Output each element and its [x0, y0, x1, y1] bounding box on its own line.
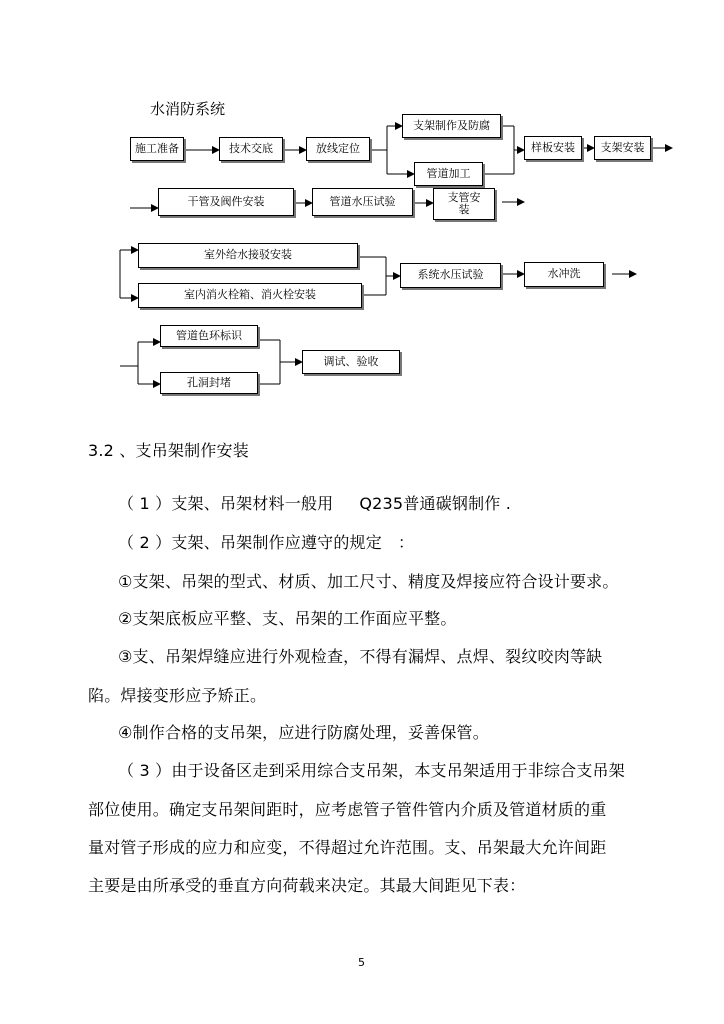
step-sleeve: 样板安装: [524, 136, 582, 160]
step-hole-seal: 孔洞封堵: [160, 372, 258, 394]
para-4: ②支架底板应平整、支、吊架的工作面应平整。: [118, 609, 457, 628]
step-commissioning: 调试、验收: [302, 350, 400, 374]
flowchart-title: 水消防系统: [150, 100, 226, 118]
para-5-line-2: 陷。焊接变形应予矫正。: [88, 686, 267, 705]
para-2-b: ：: [397, 533, 415, 552]
para-5-line-1: ③支、吊架焊缝应进行外观检查，不得有漏焊、点焊、裂纹咬肉等缺: [118, 647, 603, 666]
page-number: 5: [358, 956, 365, 969]
para-2-a: （ 2 ）支架、吊架制作应遵守的规定: [118, 533, 382, 552]
step-prep: 施工准备: [130, 137, 184, 161]
step-pipe-processing: 管道加工: [414, 162, 483, 186]
para-3: ①支架、吊架的型式、材质、加工尺寸、精度及焊接应符合设计要求。: [118, 572, 619, 591]
step-system-test: 系统水压试验: [400, 263, 501, 288]
step-disclosure: 技术交底: [219, 137, 283, 161]
para-7-line-1: （ 3 ）由于设备区走到采用综合支吊架，本支吊架适用于非综合支吊架: [118, 761, 625, 780]
section-heading: 3.2 、支吊架制作安装: [88, 441, 249, 460]
step-support-fab: 支架制作及防腐: [402, 114, 501, 138]
step-support-install: 支架安装: [594, 136, 651, 160]
step-main-pipe: 干管及阀件安装: [158, 188, 294, 216]
step-branch: 支管安装: [433, 188, 495, 220]
para-7-line-4: 主要是由所承受的垂直方向荷载来决定。其最大间距见下表：: [88, 876, 526, 895]
para-1-b: Q235普通碳钢制作 .: [359, 494, 512, 513]
para-7-line-2: 部位使用。确定支吊架间距时，应考虑管子管件管内介质及管道材质的重: [88, 800, 607, 819]
step-pressure-test: 管道水压试验: [312, 188, 413, 216]
para-1: [118, 491, 511, 514]
step-layout: 放线定位: [306, 137, 370, 161]
step-indoor: 室内消火栓箱、消火栓安装: [138, 283, 362, 308]
step-color-ring: 管道色环标识: [160, 325, 258, 347]
para-2: [118, 530, 414, 553]
step-flush: 水冲洗: [524, 262, 604, 287]
para-7-line-3: 量对管子形成的应力和应变，不得超过允许范围。支、吊架最大允许间距: [88, 838, 607, 857]
step-outdoor: 室外给水接驳安装: [138, 243, 358, 268]
para-1-a: （ 1 ）支架、吊架材料一般用: [118, 494, 334, 513]
para-6: ④制作合格的支吊架，应进行防腐处理，妥善保管。: [118, 723, 489, 742]
